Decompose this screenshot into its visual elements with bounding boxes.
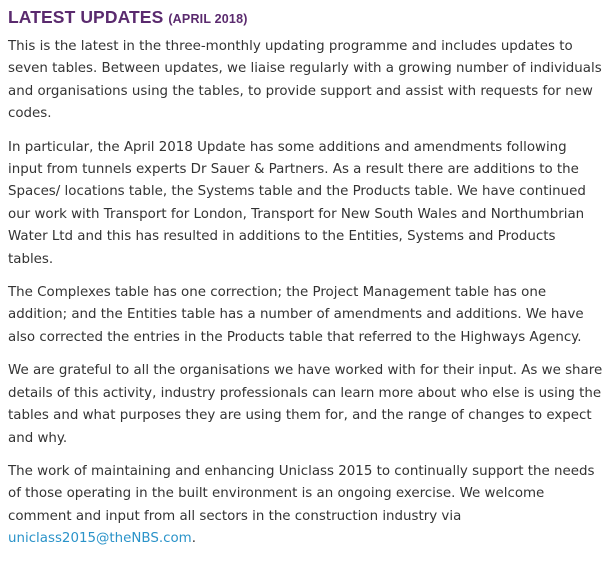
paragraph-intro: This is the latest in the three-monthly updating programme and includes updates to seven tables. Between updates, we liaise regularly with a growing number of individuals and organisations using the tables, to provide support and assist with requests for new codes. [8, 39, 602, 122]
email-link[interactable]: uniclass2015@theNBS.com [8, 531, 192, 547]
title-date: (APRIL 2018) [168, 12, 248, 26]
page-title [8, 6, 604, 30]
closing-end: . [191, 531, 196, 547]
title-text: LATEST UPDATES [8, 7, 164, 27]
paragraph-corrections: The Complexes table has one correction; the Project Management table has one addition; and the Entities table has a number of amendments and additions. We have also corrected the entries in the Products table that referred to the Highways Agency. [8, 285, 584, 345]
article [8, 6, 604, 562]
paragraph-thanks: We are grateful to all the organisations we have worked with for their input. As we share details of this activity, industry professionals can learn more about who else is using the tables and what purposes they are using them for, and the range of changes to expect and why. [8, 363, 603, 446]
paragraph-closing [8, 461, 604, 551]
closing-text: The work of maintaining and enhancing Uniclass 2015 to continually support the needs of those operating in the built environment is an ongoing exercise. We welcome comment and input from all sectors in the construction industry via [8, 463, 595, 524]
paragraph-april-update: In particular, the April 2018 Update has some additions and amendments following input from tunnels experts Dr Sauer & Partners. As a result there are additions to the Spaces/ locations table, the Systems table and the Products table. We have continued our work with Transport for London, Transport for New South Wales and Northumbrian Water Ltd and this has resulted in additions to the Entities, Systems and Products tables. [8, 139, 586, 267]
